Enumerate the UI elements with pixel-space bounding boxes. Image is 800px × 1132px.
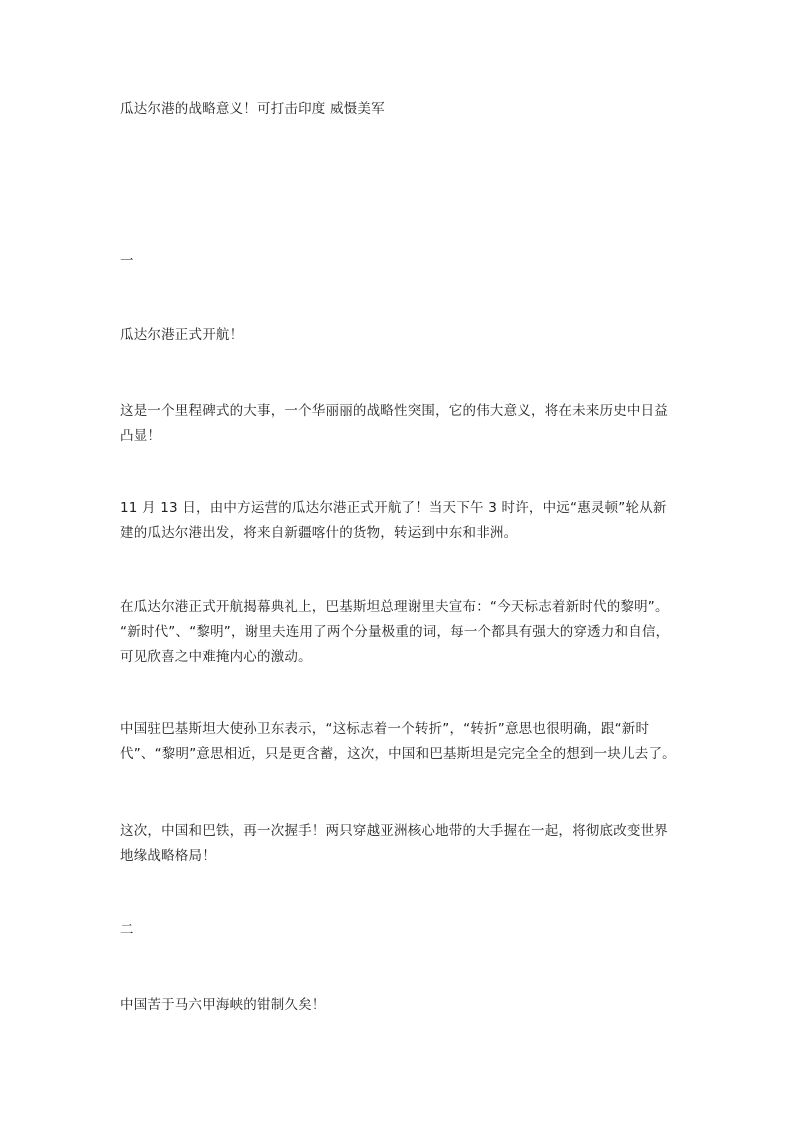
paragraph-3-line-1: 11 月 13 日，由中方运营的瓜达尔港正式开航了！当天下午 3 时许，中远“惠灵顿”轮从新 — [120, 500, 667, 516]
paragraph-5-line-1: 中国驻巴基斯坦大使孙卫东表示，“这标志着一个转折”，“转折”意思也很明确，跟“新时 — [120, 721, 650, 737]
paragraph-5-line-2: 代”、“黎明”意思相近，只是更含蓄，这次，中国和巴基斯坦是完完全全的想到一块儿去了。 — [120, 746, 676, 762]
paragraph-1: 瓜达尔港正式开航！ — [120, 327, 244, 343]
paragraph-7: 中国苦于马六甲海峡的钳制久矣！ — [120, 997, 326, 1013]
paragraph-6-line-1: 这次，中国和巴铁，再一次握手！两只穿越亚洲核心地带的大手握在一起，将彻底改变世界 — [120, 823, 668, 839]
paragraph-6-line-2: 地缘战略格局！ — [120, 848, 216, 864]
section-two-heading: 二 — [120, 922, 134, 938]
paragraph-2-line-2: 凸显！ — [120, 428, 162, 444]
paragraph-4-line-2: “新时代”、“黎明”，谢里夫连用了两个分量极重的词，每一个都具有强大的穿透力和自信， — [120, 624, 670, 640]
paragraph-4-line-3: 可见欣喜之中难掩内心的激动。 — [120, 649, 312, 665]
document-title: 瓜达尔港的战略意义！可打击印度 威慑美军 — [120, 101, 385, 117]
paragraph-3-line-2: 建的瓜达尔港出发，将来自新疆喀什的货物，转运到中东和非洲。 — [120, 525, 518, 541]
paragraph-4-line-1: 在瓜达尔港正式开航揭幕典礼上，巴基斯坦总理谢里夫宣布：“今天标志着新时代的黎明”。 — [120, 599, 669, 615]
paragraph-2-line-1: 这是一个里程碑式的大事，一个华丽丽的战略性突围，它的伟大意义，将在未来历史中日益 — [120, 403, 668, 419]
section-one-heading: 一 — [120, 253, 134, 269]
